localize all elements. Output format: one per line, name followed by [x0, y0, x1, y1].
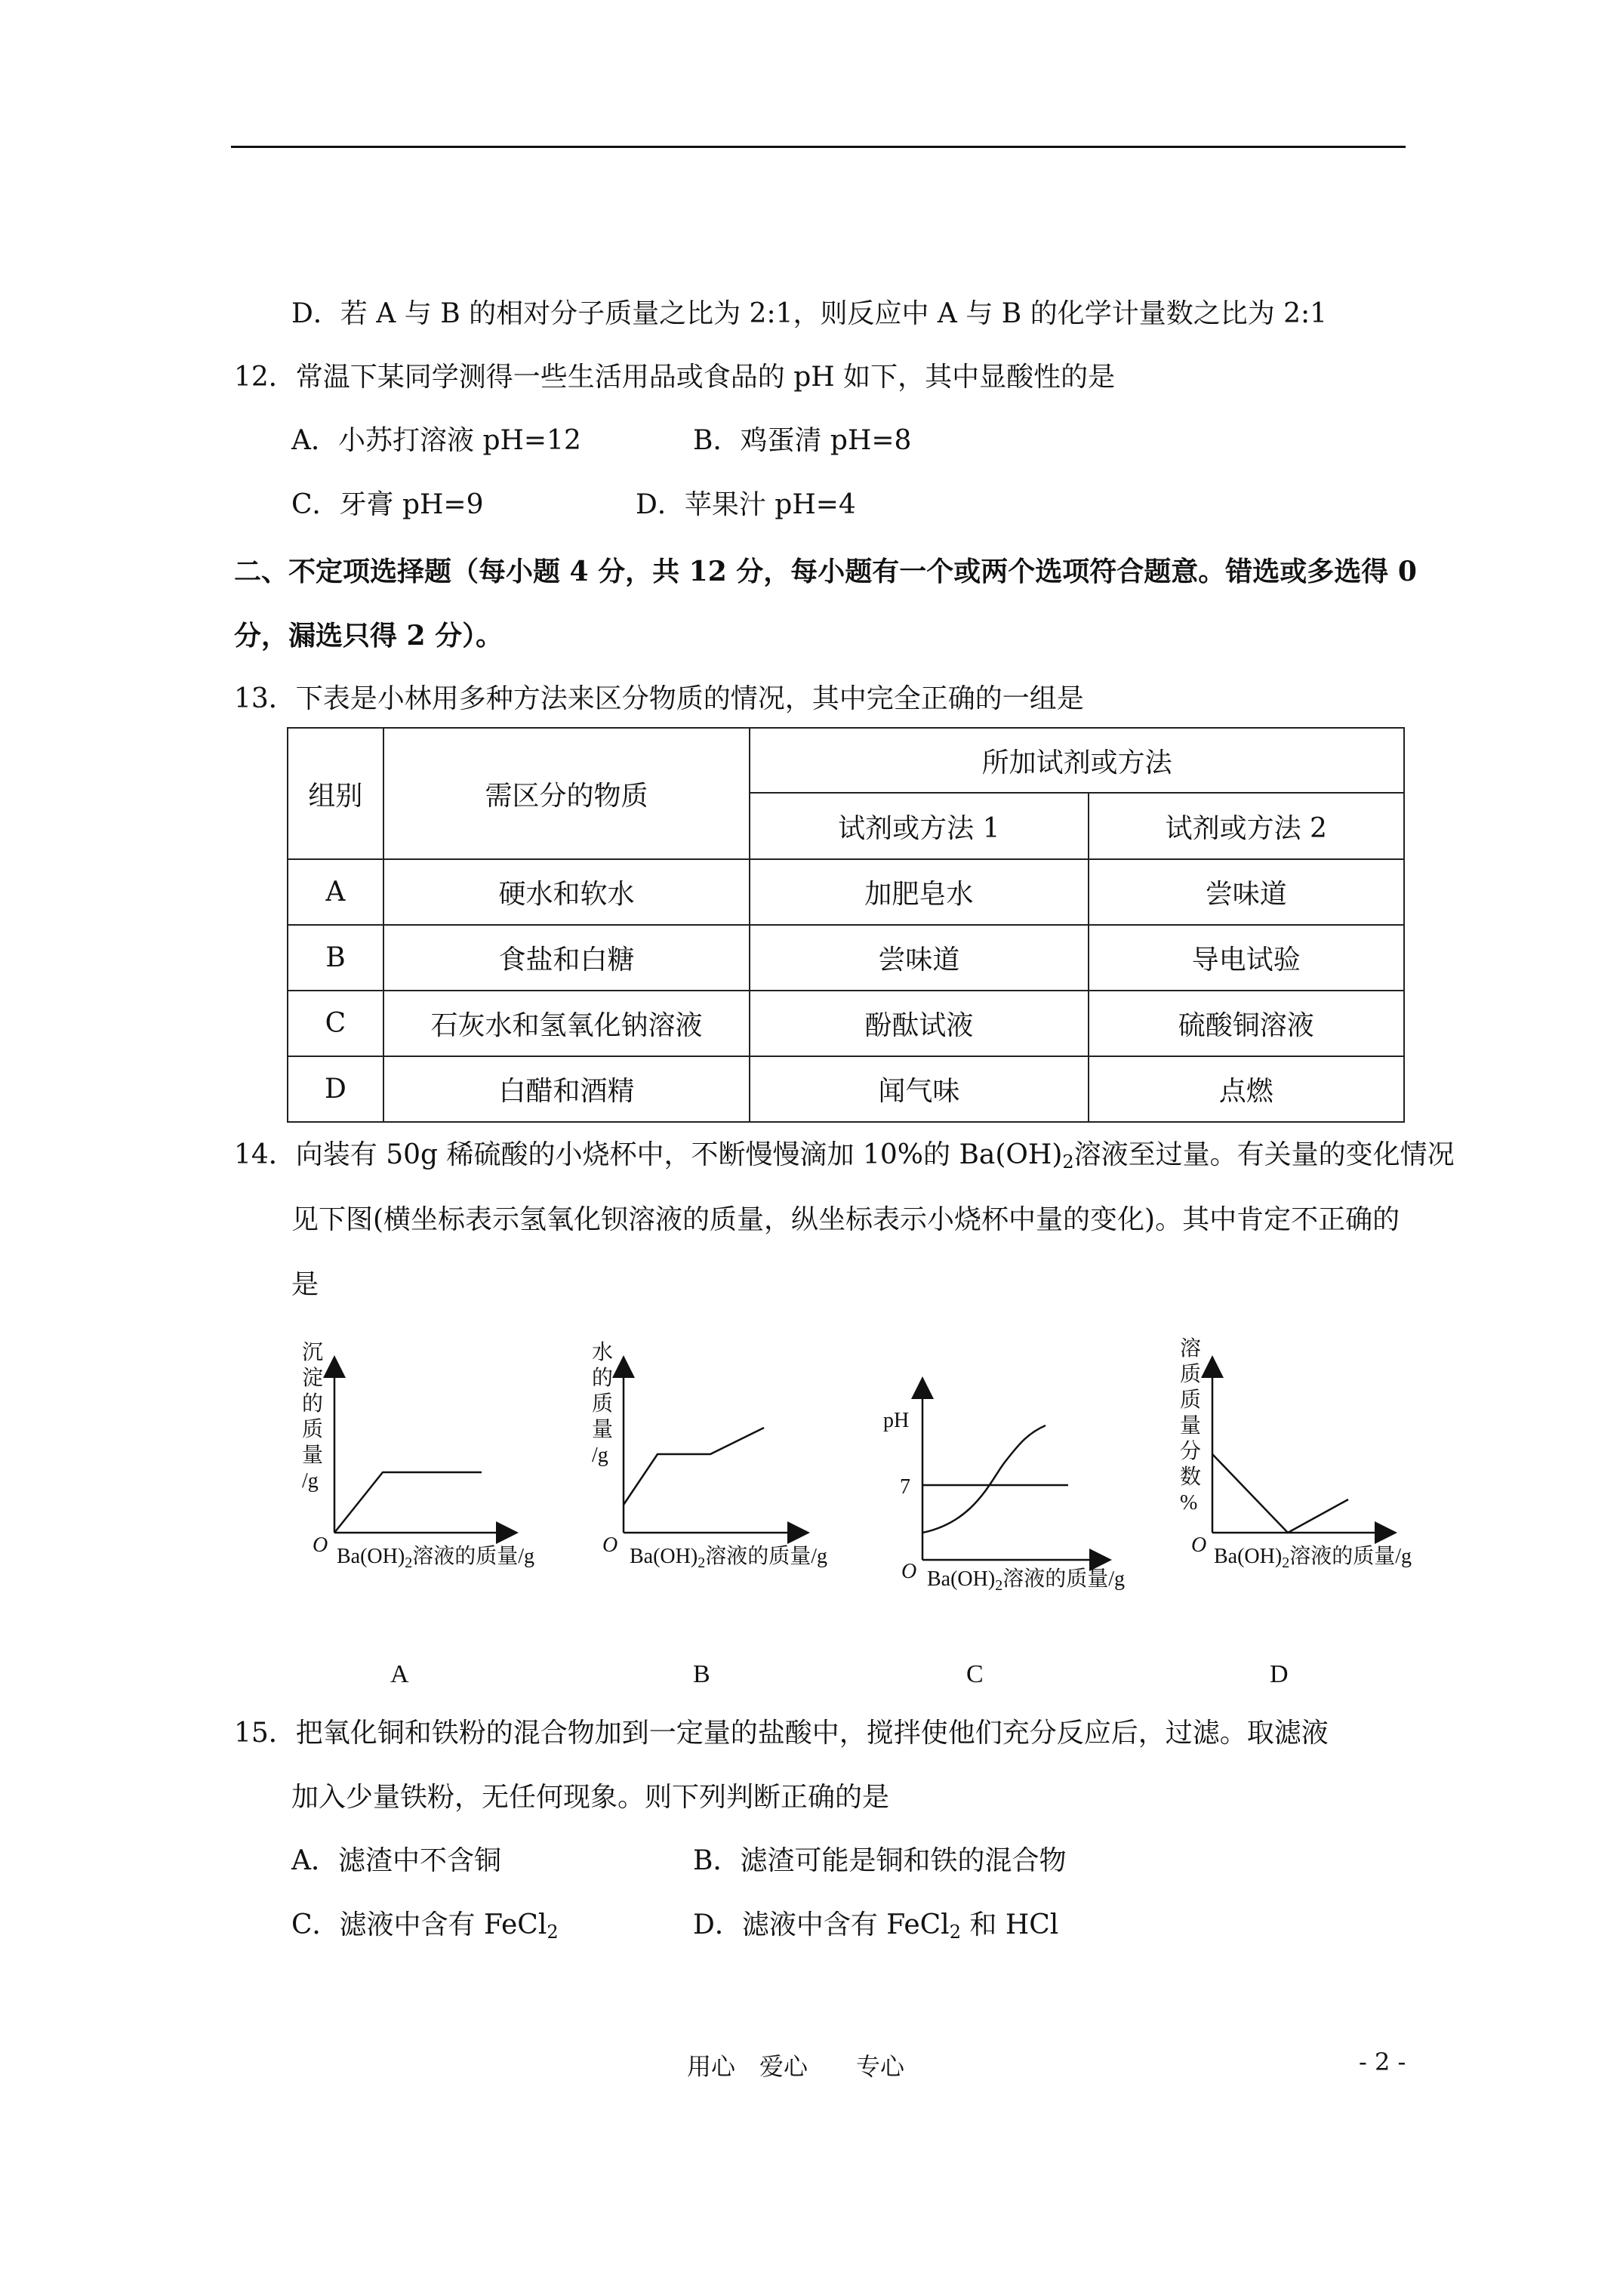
q15-option-a: A．滤渣中不含铜 [291, 1845, 501, 1876]
cell-group: B [288, 925, 383, 991]
table-row [288, 1056, 1404, 1122]
graph-c-curve [922, 1425, 1046, 1533]
table-row [288, 859, 1404, 925]
cell-method-2: 点燃 [1089, 1056, 1404, 1122]
q14-stem-line-1: 14．向装有 50g 稀硫酸的小烧杯中，不断慢慢滴加 10%的 $Ba(OH)_2$溶液至过量。有关量的变化情况 [234, 1139, 1455, 1173]
graph-a-curve [334, 1472, 482, 1533]
cell-method-2: 尝味道 [1089, 859, 1404, 925]
graph-c-letter: C [966, 1660, 984, 1688]
cell-method-1: 闻气味 [750, 1056, 1088, 1122]
cell-substance: 硬水和软水 [383, 859, 750, 925]
graph-b-ylabel: 水的质量/g [592, 1341, 614, 1467]
table-row [288, 925, 1404, 991]
header-method-1: 试剂或方法 1 [750, 793, 1088, 859]
q11-option-d: D．若 A 与 B 的相对分子质量之比为 2:1，则反应中 A 与 B 的化学计量数之比为 2:1 [291, 298, 1328, 329]
cell-method-1: 尝味道 [750, 925, 1088, 991]
graph-d-curve [1212, 1454, 1348, 1533]
cell-method-2: 硫酸铜溶液 [1089, 991, 1404, 1056]
graph-a-letter: A [390, 1660, 409, 1688]
cell-substance: 白醋和酒精 [383, 1056, 750, 1122]
cell-group: C [288, 991, 383, 1056]
q12-option-b: B．鸡蛋清 pH=8 [693, 425, 912, 456]
q15-option-c: C．滤液中含有 FeCl$_2$ [291, 1909, 559, 1943]
q15-option-b: B．滤渣可能是铜和铁的混合物 [693, 1845, 1067, 1876]
q15-stem-line-2: 加入少量铁粉，无任何现象。则下列判断正确的是 [291, 1782, 890, 1813]
q15-option-d: D．滤液中含有 FeCl$_2$ 和 HCl [693, 1909, 1059, 1943]
q13-stem: 13．下表是小林用多种方法来区分物质的情况，其中完全正确的一组是 [234, 683, 1084, 714]
graph-c-tick-7: 7 [900, 1475, 910, 1499]
graph-c-ylabel: pH [883, 1409, 910, 1432]
graph-d-xlabel: $Ba(OH)_2$溶液的质量/g [1214, 1545, 1412, 1571]
header-substance: 需区分的物质 [383, 728, 750, 859]
q12-option-a: A．小苏打溶液 pH=12 [291, 425, 581, 456]
graph-d-ylabel: 溶质质量分数% [1180, 1337, 1202, 1515]
graph-b-letter: B [693, 1660, 710, 1688]
q12-stem: 12．常温下某同学测得一些生活用品或食品的 pH 如下，其中显酸性的是 [234, 362, 1116, 393]
header-group: 组别 [288, 728, 383, 859]
cell-method-2: 导电试验 [1089, 925, 1404, 991]
graph-a-ylabel: 沉淀的质量/g [302, 1341, 324, 1493]
footer-motto: 用心 爱心 专心 [687, 2052, 905, 2081]
q14-stem-line-3: 是 [291, 1269, 319, 1300]
graph-c-origin: O [901, 1560, 917, 1583]
cell-method-1: 加肥皂水 [750, 859, 1088, 925]
section-2-title-cont: 分，漏选只得 2 分）。 [234, 620, 504, 652]
graph-b-xlabel: $Ba(OH)_2$溶液的质量/g [630, 1545, 827, 1571]
header-methods: 所加试剂或方法 [750, 728, 1404, 793]
graph-d-letter: D [1270, 1660, 1289, 1688]
q12-option-c: C．牙膏 pH=9 [291, 489, 484, 520]
cell-substance: 食盐和白糖 [383, 925, 750, 991]
q15-stem-line-1: 15．把氧化铜和铁粉的混合物加到一定量的盐酸中，搅拌使他们充分反应后，过滤。取滤液 [234, 1718, 1329, 1749]
cell-group: A [288, 859, 383, 925]
section-2-title: 二、不定项选择题（每小题 4 分，共 12 分，每小题有一个或两个选项符合题意。错选或多选得 0 [234, 556, 1417, 587]
header-method-2: 试剂或方法 2 [1089, 793, 1404, 859]
graph-b-origin: O [602, 1533, 618, 1557]
header-rule [231, 146, 1406, 148]
graph-a-origin: O [313, 1533, 328, 1557]
q14-stem-line-2: 见下图(横坐标表示氢氧化钡溶液的质量，纵坐标表示小烧杯中量的变化)。其中肯定不正确的 [291, 1204, 1400, 1235]
cell-method-1: 酚酞试液 [750, 991, 1088, 1056]
cell-substance: 石灰水和氢氧化钠溶液 [383, 991, 750, 1056]
graph-c-xlabel: $Ba(OH)_2$溶液的质量/g [927, 1567, 1125, 1594]
q13-table [287, 727, 1405, 1123]
q12-option-d: D．苹果汁 pH=4 [636, 489, 856, 520]
table-row [288, 991, 1404, 1056]
page-number: - 2 - [1359, 2048, 1406, 2076]
graph-d-origin: O [1191, 1533, 1207, 1557]
graph-a-xlabel: $Ba(OH)_2$溶液的质量/g [337, 1545, 534, 1571]
graph-b-curve [624, 1428, 764, 1505]
cell-group: D [288, 1056, 383, 1122]
